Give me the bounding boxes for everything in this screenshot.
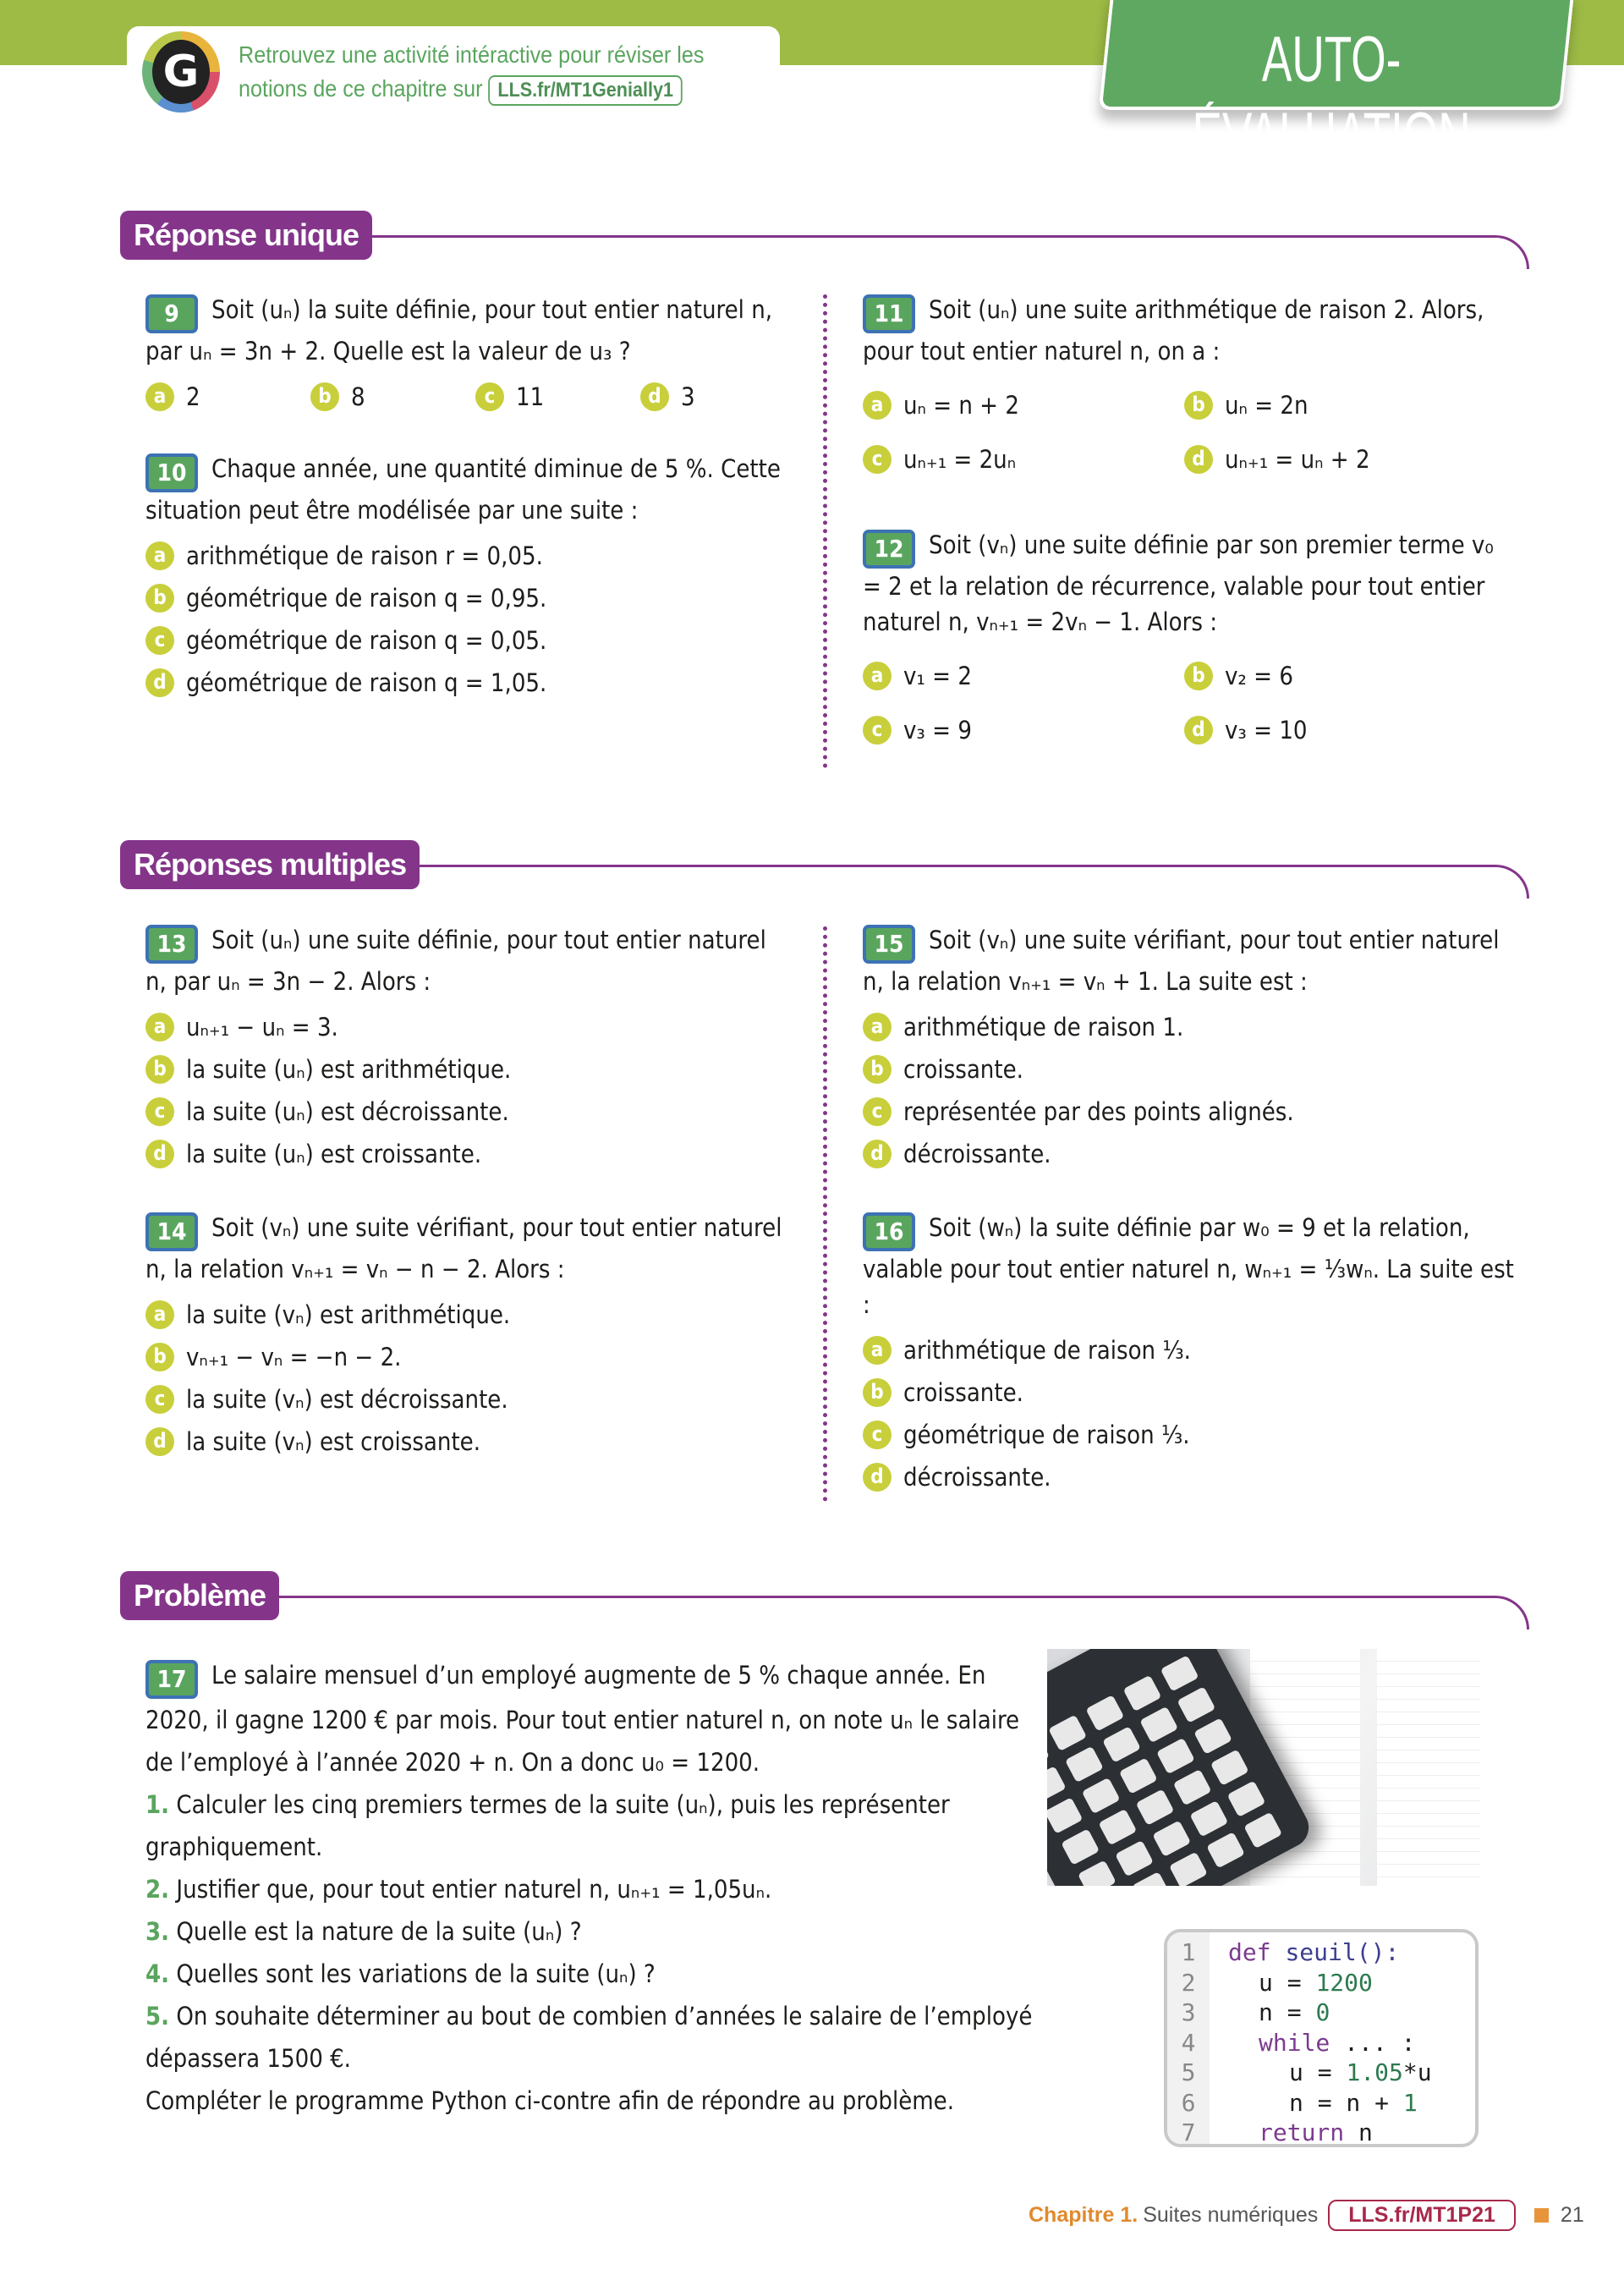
question-number-badge: 11 <box>863 294 915 333</box>
answer-option-c[interactable] <box>475 379 640 415</box>
genially-text-line2: notions de ce chapitre sur <box>239 75 483 102</box>
option-letter-badge: d <box>1184 445 1213 474</box>
option-text: uₙ₊₁ − uₙ = 3. <box>186 1013 338 1041</box>
problem-item-5 <box>145 1995 1144 2080</box>
answer-options <box>145 1009 788 1172</box>
problem-item-2 <box>145 1868 1144 1910</box>
calculator-photo <box>1047 1649 1480 1886</box>
option-text: la suite (uₙ) est arithmétique. <box>186 1055 512 1084</box>
answer-options <box>863 1009 1514 1172</box>
answer-option-a[interactable] <box>863 387 1184 423</box>
answer-option-c[interactable] <box>145 1094 788 1129</box>
question-text: Soit (uₙ) une suite définie, pour tout entier naturel n, par uₙ = 3n − 2. Alors : <box>145 926 766 996</box>
answer-option-c[interactable] <box>863 1094 1514 1129</box>
answer-option-b[interactable] <box>863 1052 1514 1087</box>
option-text: 8 <box>351 382 365 411</box>
option-text: géométrique de raison q = 0,95. <box>186 584 547 613</box>
question-statement <box>145 292 788 369</box>
answer-options <box>145 379 788 415</box>
section-reponse-unique: Réponse unique <box>120 211 372 260</box>
option-letter-badge: b <box>863 1055 892 1084</box>
question-10 <box>145 451 788 707</box>
question-statement <box>145 922 788 999</box>
question-number-badge: 16 <box>863 1212 915 1251</box>
option-text: 11 <box>516 382 545 411</box>
code-number: 1200 <box>1315 1968 1373 1997</box>
option-letter-badge: c <box>863 716 892 745</box>
problem-item-number: 3. <box>145 1917 170 1946</box>
code-text: u = <box>1289 2058 1347 2086</box>
code-line-number: 5 <box>1181 2058 1196 2086</box>
option-letter-badge: b <box>145 1343 174 1371</box>
code-line-number: 4 <box>1181 2028 1196 2057</box>
option-text: géométrique de raison q = 0,05. <box>186 626 547 655</box>
answer-options <box>145 1297 788 1459</box>
footer-link[interactable]: LLS.fr/MT1P21 <box>1328 2200 1516 2231</box>
section-line <box>269 1596 1529 1629</box>
answer-option-b[interactable] <box>863 1375 1514 1410</box>
code-number: 1 <box>1402 2088 1418 2117</box>
code-function: seuil(): <box>1285 1938 1400 1966</box>
answer-options <box>863 387 1514 477</box>
section-probleme: Problème <box>120 1571 279 1620</box>
code-line-number: 7 <box>1181 2118 1196 2146</box>
question-16 <box>863 1210 1514 1502</box>
problem-closing: Compléter le programme Python ci-contre afin de répondre au problème. <box>145 2086 955 2115</box>
question-9 <box>145 292 788 415</box>
option-text: arithmétique de raison r = 0,05. <box>186 541 543 570</box>
code-keyword: def <box>1228 1938 1271 1966</box>
question-number-badge: 15 <box>863 925 915 964</box>
answer-options <box>863 658 1514 748</box>
answer-option-d[interactable] <box>145 1424 788 1459</box>
code-line-number: 3 <box>1181 1998 1196 2026</box>
question-statement <box>145 451 788 528</box>
question-text: Soit (vₙ) une suite vérifiant, pour tout entier naturel n, la relation vₙ₊₁ = vₙ − n − 2. Alors : <box>145 1213 782 1283</box>
option-text: v₃ = 10 <box>1225 716 1308 745</box>
option-letter-badge: b <box>145 1055 174 1084</box>
question-number-badge: 14 <box>145 1212 198 1251</box>
option-letter-badge: a <box>145 1300 174 1329</box>
problem-item-1 <box>145 1783 1025 1868</box>
question-number-badge: 17 <box>145 1660 198 1699</box>
option-text: arithmétique de raison ⅓. <box>903 1336 1191 1365</box>
option-text: arithmétique de raison 1. <box>903 1013 1184 1041</box>
problem-item-text: On souhaite déterminer au bout de combien d’années le salaire de l’employé dépassera 1500 €. <box>145 2002 1033 2073</box>
code-line-number: 2 <box>1181 1968 1196 1997</box>
code-keyword: while <box>1259 2028 1330 2057</box>
option-letter-badge: a <box>863 662 892 690</box>
option-letter-badge: d <box>1184 716 1213 745</box>
option-text: la suite (uₙ) est décroissante. <box>186 1097 509 1126</box>
answer-option-c[interactable] <box>145 1382 788 1417</box>
option-letter-badge: a <box>863 1336 892 1365</box>
code-keyword: return <box>1259 2118 1345 2146</box>
answer-option-c[interactable] <box>863 1417 1514 1453</box>
question-12 <box>863 527 1514 748</box>
problem-item-number: 4. <box>145 1959 170 1988</box>
answer-option-a[interactable] <box>863 658 1184 694</box>
footer-chapter: Chapitre 1. <box>1029 2203 1138 2227</box>
problem-item-text: Quelles sont les variations de la suite (uₙ) ? <box>176 1959 656 1988</box>
code-text: n = <box>1259 1998 1316 2026</box>
section-line <box>411 865 1529 898</box>
answer-option-a[interactable] <box>145 1297 788 1333</box>
option-letter-badge: d <box>640 382 669 411</box>
answer-option-a[interactable] <box>145 538 788 574</box>
option-letter-badge: d <box>145 1140 174 1168</box>
question-number-badge: 13 <box>145 925 198 964</box>
question-15 <box>863 922 1514 1179</box>
question-text: Soit (vₙ) une suite vérifiant, pour tout entier naturel n, la relation vₙ₊₁ = vₙ + 1. La suite est : <box>863 926 1500 996</box>
option-text: 3 <box>681 382 695 411</box>
question-statement <box>145 1210 788 1287</box>
code-number: 0 <box>1315 1998 1330 2026</box>
question-text: Chaque année, une quantité diminue de 5 %. Cette situation peut être modélisée par une suite : <box>145 454 781 525</box>
problem-item-number: 5. <box>145 2002 170 2030</box>
option-letter-badge: c <box>863 1097 892 1126</box>
question-13 <box>145 922 788 1179</box>
answer-option-c[interactable] <box>145 623 788 658</box>
option-letter-badge: a <box>863 391 892 420</box>
genially-link[interactable]: LLS.fr/MT1Genially1 <box>489 75 683 106</box>
genially-text-line1: Retrouvez une activité intéractive pour réviser les <box>239 41 705 68</box>
option-text: croissante. <box>903 1055 1023 1084</box>
option-letter-badge: b <box>145 584 174 613</box>
option-letter-badge: a <box>145 1013 174 1041</box>
code-line-number: 6 <box>1181 2088 1196 2117</box>
code-text: n <box>1344 2118 1373 2146</box>
answer-option-a[interactable] <box>145 379 310 415</box>
option-text: géométrique de raison ⅓. <box>903 1421 1190 1449</box>
option-text: v₁ = 2 <box>903 662 972 690</box>
option-text: uₙ = n + 2 <box>903 391 1019 420</box>
option-text: v₂ = 6 <box>1225 662 1293 690</box>
question-statement <box>863 527 1514 640</box>
problem-item-text: Justifier que, pour tout entier naturel n, uₙ₊₁ = 1,05uₙ. <box>176 1875 772 1904</box>
code-text: ... : <box>1330 2028 1416 2057</box>
genially-logo-icon: G <box>142 31 220 113</box>
genially-banner[interactable] <box>127 26 780 118</box>
answer-option-d[interactable] <box>863 1136 1514 1172</box>
option-text: uₙ₊₁ = uₙ + 2 <box>1225 445 1370 474</box>
section-reponses-multiples: Réponses multiples <box>120 840 420 889</box>
option-letter-badge: c <box>145 1385 174 1414</box>
question-statement <box>863 1210 1514 1322</box>
answer-option-a[interactable] <box>145 1009 788 1045</box>
answer-option-b[interactable] <box>1184 387 1506 423</box>
answer-options <box>145 538 788 701</box>
option-letter-badge: c <box>145 626 174 655</box>
python-code-block <box>1164 1929 1479 2147</box>
question-statement <box>863 922 1514 999</box>
option-letter-badge: d <box>145 1427 174 1456</box>
option-letter-badge: d <box>863 1463 892 1492</box>
answer-option-d[interactable] <box>1184 442 1506 477</box>
question-text: Soit (wₙ) la suite définie par w₀ = 9 et la relation, valable pour tout entier naturel n, wₙ₊₁ = ⅓wₙ. La suite est : <box>863 1213 1514 1319</box>
section-line <box>362 235 1529 269</box>
problem-item-number: 2. <box>145 1875 170 1904</box>
option-text: v₃ = 9 <box>903 716 972 745</box>
problem-17 <box>145 1654 1033 2122</box>
question-text: Soit (uₙ) une suite arithmétique de raison 2. Alors, pour tout entier naturel n, on a : <box>863 295 1484 365</box>
option-letter-badge: b <box>1184 662 1213 690</box>
answer-option-b[interactable] <box>1184 658 1506 694</box>
answer-option-d[interactable] <box>145 665 788 701</box>
answer-option-b[interactable] <box>145 1339 788 1375</box>
page-footer <box>1029 2200 1584 2231</box>
answer-option-d[interactable] <box>640 379 805 415</box>
option-text: 2 <box>186 382 200 411</box>
question-statement <box>863 292 1514 369</box>
option-letter-badge: c <box>475 382 504 411</box>
option-letter-badge: c <box>863 1421 892 1449</box>
question-text: Soit (uₙ) la suite définie, pour tout entier naturel n, par uₙ = 3n + 2. Quelle est la valeur de u₃ ? <box>145 295 773 365</box>
code-line-number: 1 <box>1181 1938 1196 1966</box>
problem-item-text: Quelle est la nature de la suite (uₙ) ? <box>176 1917 582 1946</box>
option-letter-badge: a <box>145 541 174 570</box>
answer-option-b[interactable] <box>145 580 788 616</box>
answer-option-a[interactable] <box>863 1009 1514 1045</box>
auto-evaluation-tab <box>1099 0 1575 172</box>
code-text: *u <box>1402 2058 1432 2086</box>
question-number-badge: 12 <box>863 530 915 569</box>
question-text: Soit (vₙ) une suite définie par son premier terme v₀ = 2 et la relation de récurrence, valable pour tout entier naturel n, vₙ₊₁ = 2vₙ − 1. Alors : <box>863 530 1494 636</box>
code-number: 1.05 <box>1346 2058 1403 2086</box>
option-letter-badge: c <box>863 445 892 474</box>
option-text: vₙ₊₁ − vₙ = −n − 2. <box>186 1343 402 1371</box>
option-text: décroissante. <box>903 1140 1051 1168</box>
answer-option-d[interactable] <box>863 1459 1514 1495</box>
question-number-badge: 9 <box>145 294 198 333</box>
problem-item-3 <box>145 1910 1144 1953</box>
option-text: la suite (vₙ) est arithmétique. <box>186 1300 511 1329</box>
answer-option-b[interactable] <box>145 1052 788 1087</box>
answer-option-c[interactable] <box>863 712 1184 748</box>
problem-item-number: 1. <box>145 1790 170 1819</box>
problem-intro: Le salaire mensuel d’un employé augmente de 5 % chaque année. En 2020, il gagne 1200 € par mois. Pour tout entier naturel n, on note uₙ le salaire de l’employé à l’année 2020 + n. On a donc u₀ = 1200. <box>145 1661 1020 1777</box>
page-number: 21 <box>1560 2203 1584 2227</box>
option-letter-badge: b <box>863 1378 892 1407</box>
code-text: u = <box>1259 1968 1316 1997</box>
option-text: géométrique de raison q = 1,05. <box>186 668 547 697</box>
option-text: la suite (vₙ) est croissante. <box>186 1427 481 1456</box>
page-title: AUTO-ÉVALUATION <box>1192 24 1471 172</box>
answer-options <box>863 1333 1514 1495</box>
option-text: croissante. <box>903 1378 1023 1407</box>
answer-option-b[interactable] <box>310 379 475 415</box>
question-14 <box>145 1210 788 1466</box>
answer-option-a[interactable] <box>863 1333 1514 1368</box>
question-number-badge: 10 <box>145 453 198 492</box>
option-text: la suite (uₙ) est croissante. <box>186 1140 482 1168</box>
answer-option-c[interactable] <box>863 442 1184 477</box>
column-divider <box>823 294 827 768</box>
option-letter-badge: d <box>863 1140 892 1168</box>
answer-option-d[interactable] <box>1184 712 1506 748</box>
option-letter-badge: b <box>1184 391 1213 420</box>
option-letter-badge: b <box>310 382 339 411</box>
column-divider <box>823 926 827 1502</box>
problem-item-4 <box>145 1953 1144 1995</box>
option-text: décroissante. <box>903 1463 1051 1492</box>
option-letter-badge: c <box>145 1097 174 1126</box>
code-text: n = n + <box>1289 2088 1403 2117</box>
footer-marker <box>1534 2208 1549 2223</box>
option-letter-badge: d <box>145 668 174 697</box>
footer-subject: Suites numériques <box>1143 2203 1319 2227</box>
answer-option-d[interactable] <box>145 1136 788 1172</box>
option-text: uₙ = 2n <box>1225 391 1309 420</box>
option-text: représentée par des points alignés. <box>903 1097 1294 1126</box>
option-text: la suite (vₙ) est décroissante. <box>186 1385 508 1414</box>
option-letter-badge: a <box>863 1013 892 1041</box>
option-letter-badge: a <box>145 382 174 411</box>
question-11 <box>863 292 1514 477</box>
problem-item-text: Calculer les cinq premiers termes de la suite (uₙ), puis les représenter graphiquement. <box>145 1790 950 1861</box>
option-text: uₙ₊₁ = 2uₙ <box>903 445 1017 474</box>
